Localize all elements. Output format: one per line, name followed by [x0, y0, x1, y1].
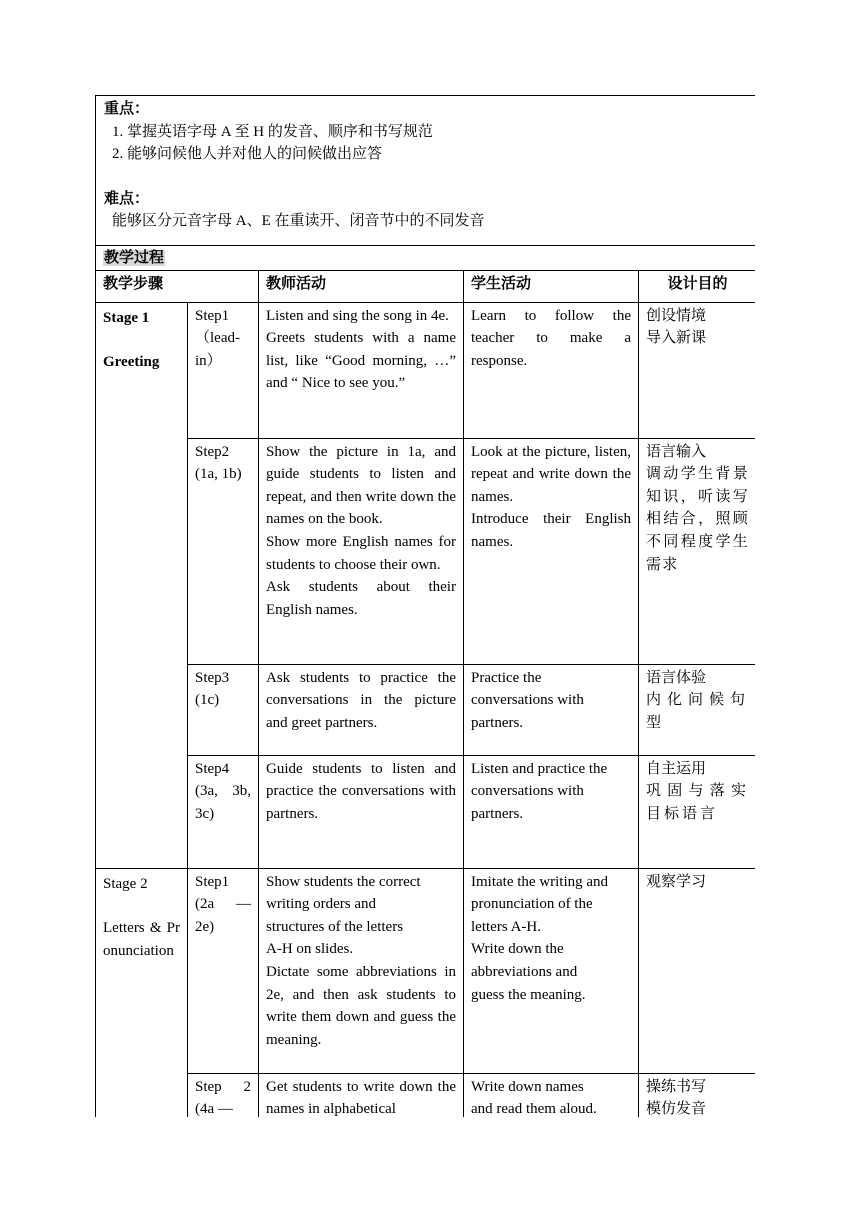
purpose-cell	[639, 302, 756, 438]
purpose-cell	[639, 1073, 756, 1117]
purpose-cell	[639, 438, 756, 664]
difficult-point-item: 能够区分元音字母 A、E 在重读开、闭音节中的不同发音	[112, 213, 485, 230]
stage2-title: Stage 2	[103, 875, 148, 892]
student-activity: conversations with	[471, 692, 584, 709]
teacher-activity-cell	[259, 438, 464, 664]
student-activity-cell	[464, 755, 639, 868]
process-title-row	[96, 246, 756, 271]
purpose-cell	[639, 664, 756, 755]
table-row	[96, 1073, 756, 1117]
teacher-activity: Get students to write down the names in alphabetical	[266, 1078, 456, 1117]
step-cell	[188, 302, 259, 438]
student-activity: Imitate the writing and	[471, 873, 609, 890]
student-activity-cell	[464, 302, 639, 438]
header-steps: 教学步骤	[96, 270, 259, 302]
student-activity: abbreviations and	[471, 963, 578, 980]
step-cell	[188, 438, 259, 664]
teacher-activity: structures of the letters	[266, 918, 404, 935]
teacher-activity-cell	[259, 302, 464, 438]
student-activity: Practice the	[471, 669, 542, 686]
student-activity: Look at the picture, listen, repeat and write down the names.	[471, 443, 631, 505]
key-point-item: 1. 掌握英语字母 A 至 H 的发音、顺序和书写规范	[112, 123, 433, 140]
step-cell	[188, 755, 259, 868]
lesson-plan-table	[95, 95, 755, 1117]
stage1-cell	[96, 302, 188, 868]
step-label: Step1 (2a — 2e)	[195, 873, 251, 935]
step-label: (3a, 3b, 3c)	[195, 783, 251, 822]
stage2-name: Letters & Pronunciation	[103, 920, 180, 959]
student-activity-cell	[464, 1073, 639, 1117]
purpose-text: 内化问候句型	[646, 692, 749, 731]
step-label: Step 2 (4a —	[195, 1078, 251, 1117]
student-activity: Write down names	[471, 1078, 584, 1095]
step-cell	[188, 868, 259, 1073]
student-activity: Introduce their English names.	[471, 511, 631, 550]
teacher-activity: Ask students about their English names.	[266, 579, 456, 618]
purpose-text: 创设情境	[646, 307, 707, 324]
teacher-activity: Ask students to practice the conversations in the picture and greet partners.	[266, 669, 456, 731]
teacher-activity-cell	[259, 755, 464, 868]
teacher-activity: Dictate some abbreviations in 2e, and then ask students to write them down and guess the meaning.	[266, 963, 456, 1048]
purpose-text: 操练书写	[646, 1078, 707, 1095]
purpose-text: 语言输入	[646, 443, 707, 460]
student-activity: partners.	[471, 805, 524, 822]
student-activity-cell	[464, 664, 639, 755]
header-teacher: 教师活动	[259, 270, 464, 302]
teacher-activity: writing orders and	[266, 896, 376, 913]
student-activity: letters A-H.	[471, 918, 541, 935]
student-activity: Learn to follow the teacher to make a response.	[471, 307, 631, 369]
lesson-plan-page	[95, 95, 755, 1117]
header-purpose: 设计目的	[639, 270, 756, 302]
step-label: Step2	[195, 443, 230, 460]
process-title: 教学过程	[104, 250, 165, 266]
purpose-text: 模仿发音	[646, 1101, 707, 1117]
student-activity-cell	[464, 438, 639, 664]
purpose-cell	[639, 755, 756, 868]
step-cell	[188, 664, 259, 755]
purpose-text: 语言体验	[646, 669, 707, 686]
teacher-activity-cell	[259, 664, 464, 755]
step-label: （lead-	[195, 330, 240, 347]
purpose-text: 自主运用	[646, 760, 707, 777]
step-label: Step3	[195, 669, 230, 686]
key-point-item: 2. 能够问候他人并对他人的问候做出应答	[112, 146, 383, 163]
teacher-activity: Guide students to listen and practice the conversations with partners.	[266, 760, 456, 822]
table-row	[96, 755, 756, 868]
difficult-points-label: 难点：	[104, 190, 150, 207]
student-activity: Listen and practice the	[471, 760, 608, 777]
table-header-row	[96, 270, 756, 302]
step-label: (1c)	[195, 692, 220, 709]
process-title-cell	[96, 246, 756, 271]
stage1-title: Stage 1	[103, 309, 150, 326]
key-points-cell	[96, 96, 756, 246]
table-row	[96, 868, 756, 1073]
student-activity: Write down the	[471, 941, 564, 958]
purpose-cell	[639, 868, 756, 1073]
teacher-activity: Show more English names for students to choose their own.	[266, 533, 456, 573]
step-cell	[188, 1073, 259, 1117]
table-row	[96, 664, 756, 755]
student-activity: and read them aloud.	[471, 1101, 597, 1117]
step-label: Step4	[195, 760, 230, 777]
purpose-text: 调动学生背景知识，听读写相结合，照顾不同程度学生需求	[646, 466, 749, 573]
stage2-cell	[96, 868, 188, 1117]
student-activity: partners.	[471, 714, 524, 731]
teacher-activity: A-H on slides.	[266, 941, 354, 958]
key-points-row	[96, 96, 756, 246]
teacher-activity: Show the picture in 1a, and guide students to listen and repeat, and then write down the names on the book.	[266, 443, 456, 528]
purpose-text: 巩固与落实目标语言	[646, 783, 749, 822]
table-row	[96, 302, 756, 438]
teacher-activity: Listen and sing the song in 4e.	[266, 307, 449, 324]
student-activity: conversations with	[471, 783, 584, 800]
table-row	[96, 438, 756, 664]
student-activity-cell	[464, 868, 639, 1073]
student-activity: pronunciation of the	[471, 896, 593, 913]
header-student: 学生活动	[464, 270, 639, 302]
student-activity: guess the meaning.	[471, 986, 586, 1003]
teacher-activity-cell	[259, 1073, 464, 1117]
teacher-activity: Greets students with a name list, like “Good morning, …” and “ Nice to see you.”	[266, 330, 456, 392]
teacher-activity: Show students the correct	[266, 873, 421, 890]
step-label: Step1	[195, 307, 230, 324]
step-label: in）	[195, 352, 222, 369]
key-points-label: 重点：	[104, 101, 150, 117]
step-label: (1a, 1b)	[195, 466, 242, 483]
purpose-text: 导入新课	[646, 330, 707, 347]
purpose-text: 观察学习	[646, 873, 707, 890]
stage1-name: Greeting	[103, 354, 160, 371]
teacher-activity-cell	[259, 868, 464, 1073]
